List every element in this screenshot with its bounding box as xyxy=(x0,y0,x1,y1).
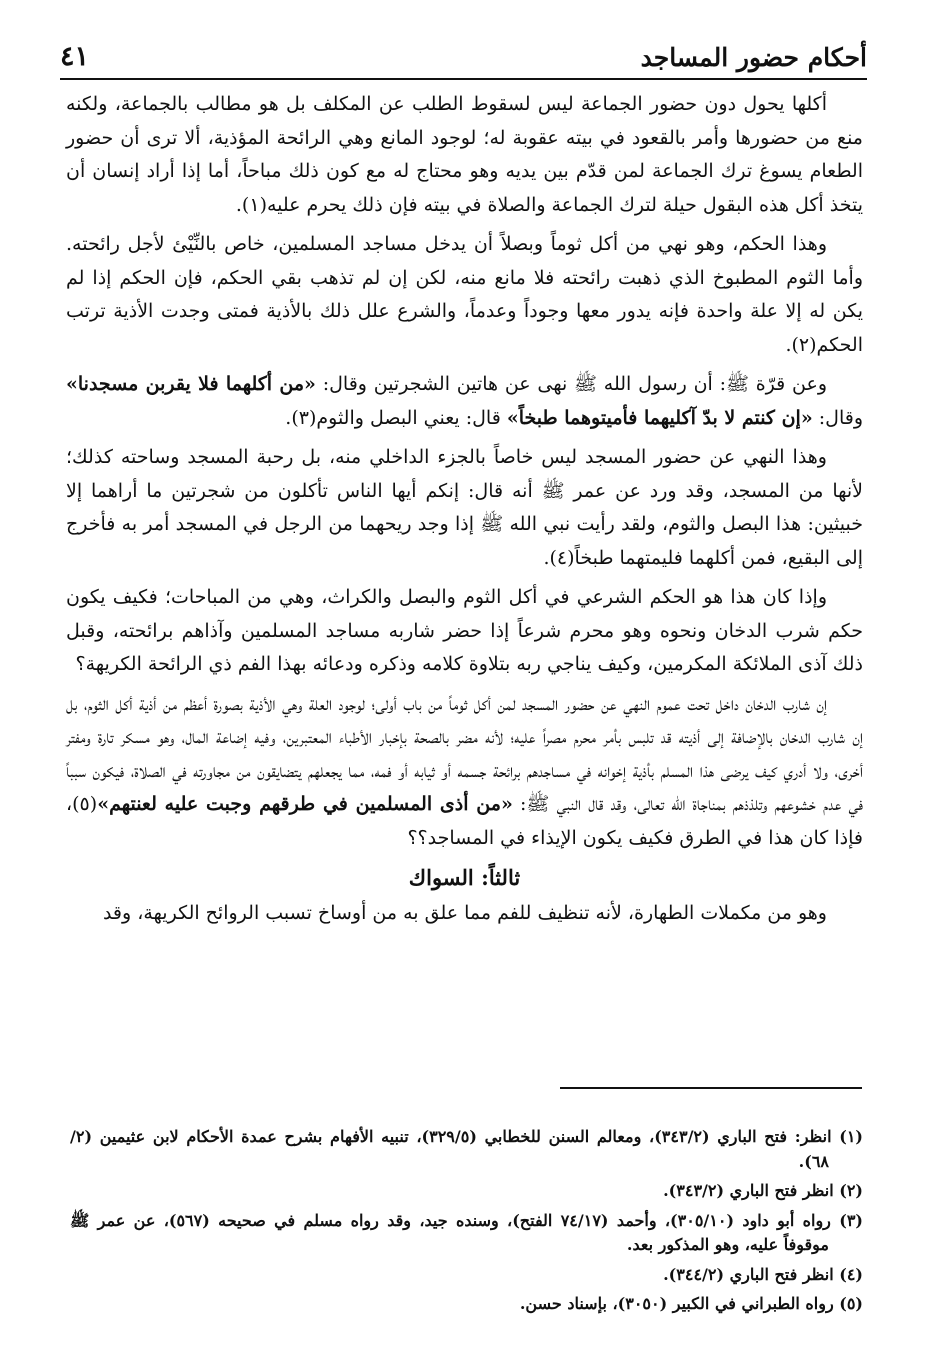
paragraph-3-text-c: قال: يعني البصل والثوم(٣). xyxy=(285,406,507,429)
running-title: أحكام حضور المساجد xyxy=(640,43,867,72)
footnote-5: (٥) رواه الطبراني في الكبير (٣٠٥٠)، بإسناد حسن. xyxy=(519,1294,863,1313)
hadith-quote-3: «من أذى المسلمين في طرقهم وجبت عليه لعنتهم» xyxy=(97,793,513,815)
paragraph-5: وإذا كان هذا هو الحكم الشرعي في أكل الثوم والبصل والكراث، وهي من المباحات؛ فكيف يكون حكم شرب الدخان ونحوه وهو محرم شرعاً إذا حضر شاربه مساجد المسلمين وآذاهم برائحته، وقبل ذلك آذى الملائكة المكرمين، وكيف يناجي ربه بتلاوة كلامه وذكره ودعائه بهذا الفم ذي الرائحة الكريهة؟ xyxy=(66,586,863,675)
footnote-2: (٢) انظر فتح الباري (٣٤٣/٢). xyxy=(663,1181,863,1200)
paragraph-3-text-a: وعن قرّة ﷺ: أن رسول الله ﷺ نهى عن هاتين الشجرتين وقال: xyxy=(315,373,827,395)
footnote-3: (٣) رواه أبو داود (٣٠٥/١٠)، وأحمد (٧٤/١٧ الفتح)، وسنده جيد، وقد رواه مسلم في صحيحه (٥٦٧)، عن عمر ﷺ موقوفاً عليه، وهو المذكور بعد. xyxy=(70,1210,863,1254)
footnotes xyxy=(70,1125,863,1322)
section-heading: ثالثاً: السواك xyxy=(408,865,521,890)
paragraph-6 xyxy=(66,688,863,856)
footnote-1: (١) انظر: فتح الباري (٣٤٣/٢)، ومعالم السنن للخطابي (٣٢٩/٥)، تنبيه الأفهام بشرح عمدة الأحكام لابن عثيمين (٢/ ٦٨). xyxy=(70,1127,863,1171)
footnote-4: (٤) انظر فتح الباري (٣٤٤/٢). xyxy=(663,1264,863,1284)
paragraph-3 xyxy=(66,368,863,435)
paragraph-4: وهذا النهي عن حضور المسجد ليس خاصاً بالجزء الداخلي منه، بل رحبة المسجد وساحته كذلك؛ لأنها من المسجد، وقد ورد عن عمر ﷺ أنه قال: إنكم أيها الناس تأكلون من شجرتين ما أراهما إلا خبيثين: هذا البصل والثوم، ولقد رأيت نبي الله ﷺ إذا وجد ريحهما من الرجل في المسجد أمر به فأخرج إلى البقيع، فمن أكلهما فليمتهما طبخاً(٤). xyxy=(66,446,863,569)
hadith-quote-1: «من أكلهما فلا يقربن مسجدنا» xyxy=(66,373,316,395)
paragraph-1: أكلها يحول دون حضور الجماعة ليس لسقوط الطلب عن المكلف بل هو مطالب بالجماعة، ولكنه منع من حضورها وأمر بالقعود في بيته عقوبة له؛ لوجود المانع وهي الرائحة المؤذية، ألا ترى أن حضور الطعام يسوغ ترك الجماعة لمن قدّم بين يديه وهو محتاج له مع كون ذلك مباحاً، أما إذا أراد إنسان أن يتخذ أكل هذه البقول حيلة لترك الجماعة والصلاة في بيته فإن ذلك يحرم عليه(١). xyxy=(66,93,863,216)
paragraph-2: وهذا الحكم، وهو نهي من أكل ثوماً وبصلاً أن يدخل مساجد المسلمين، خاص بالنِّيْئ لأجل رائحته. وأما الثوم المطبوخ الذي ذهبت رائحته فلا مانع منه، لكن إن لم تذهب بقي الحكم، فإن الحكم إذا لم يكن له إلا علة واحدة فإنه يدور معها وجوداً وعدماً، والشرع علل ذلك بالأذية فمتى وجدت الأذية ترتب الحكم(٢). xyxy=(66,233,863,356)
footnote-divider xyxy=(560,1087,862,1089)
paragraph-6-text-b: (٥)، فإذا كان هذا في الطرق فكيف يكون الإيذاء في المساجد؟؟ xyxy=(66,793,863,849)
paragraph-7: وهو من مكملات الطهارة، لأنه تنظيف للفم مما علق به من أوساخ تسبب الروائح الكريهة، وقد xyxy=(102,901,827,924)
hadith-quote-2: «إن كنتم لا بدّ آكليهما فأميتوهما طبخاً» xyxy=(506,406,813,429)
paragraph-3-text-b: وقال: xyxy=(812,406,863,429)
body-text xyxy=(66,88,863,936)
running-header xyxy=(60,34,867,80)
page-number: ٤١ xyxy=(60,41,90,72)
paragraph-6-text-a: إن شارب الدخان داخل تحت عموم النهي عن حضور المسجد لمن أكل ثوماً من باب أولى؛ لوجود العلة وهي الأذية بصورة أعظم من أذية أكل الثوم، بل إن شارب الدخان بالإضافة إلى أذيته قد تلبس بأمر محرم مصراً عليه؛ لأنه مضر بالصحة بإخبار الأطباء المعتبرين، وفيه إضاعة المال، وهو مسكر تارة ومفتر أخرى، ولا أدري كيف يرضى هذا المسلم بأذية إخوانه في مساجدهم برائحة جسمه أو ثيابه أو فمه، مما يجعلهم يتضايقون من مجاورته في الصلاة، فيكون سبباً في عدم خشوعهم وتلذذهم بمناجاة الله تعالى، وقد قال النبي ﷺ: xyxy=(66,692,863,815)
